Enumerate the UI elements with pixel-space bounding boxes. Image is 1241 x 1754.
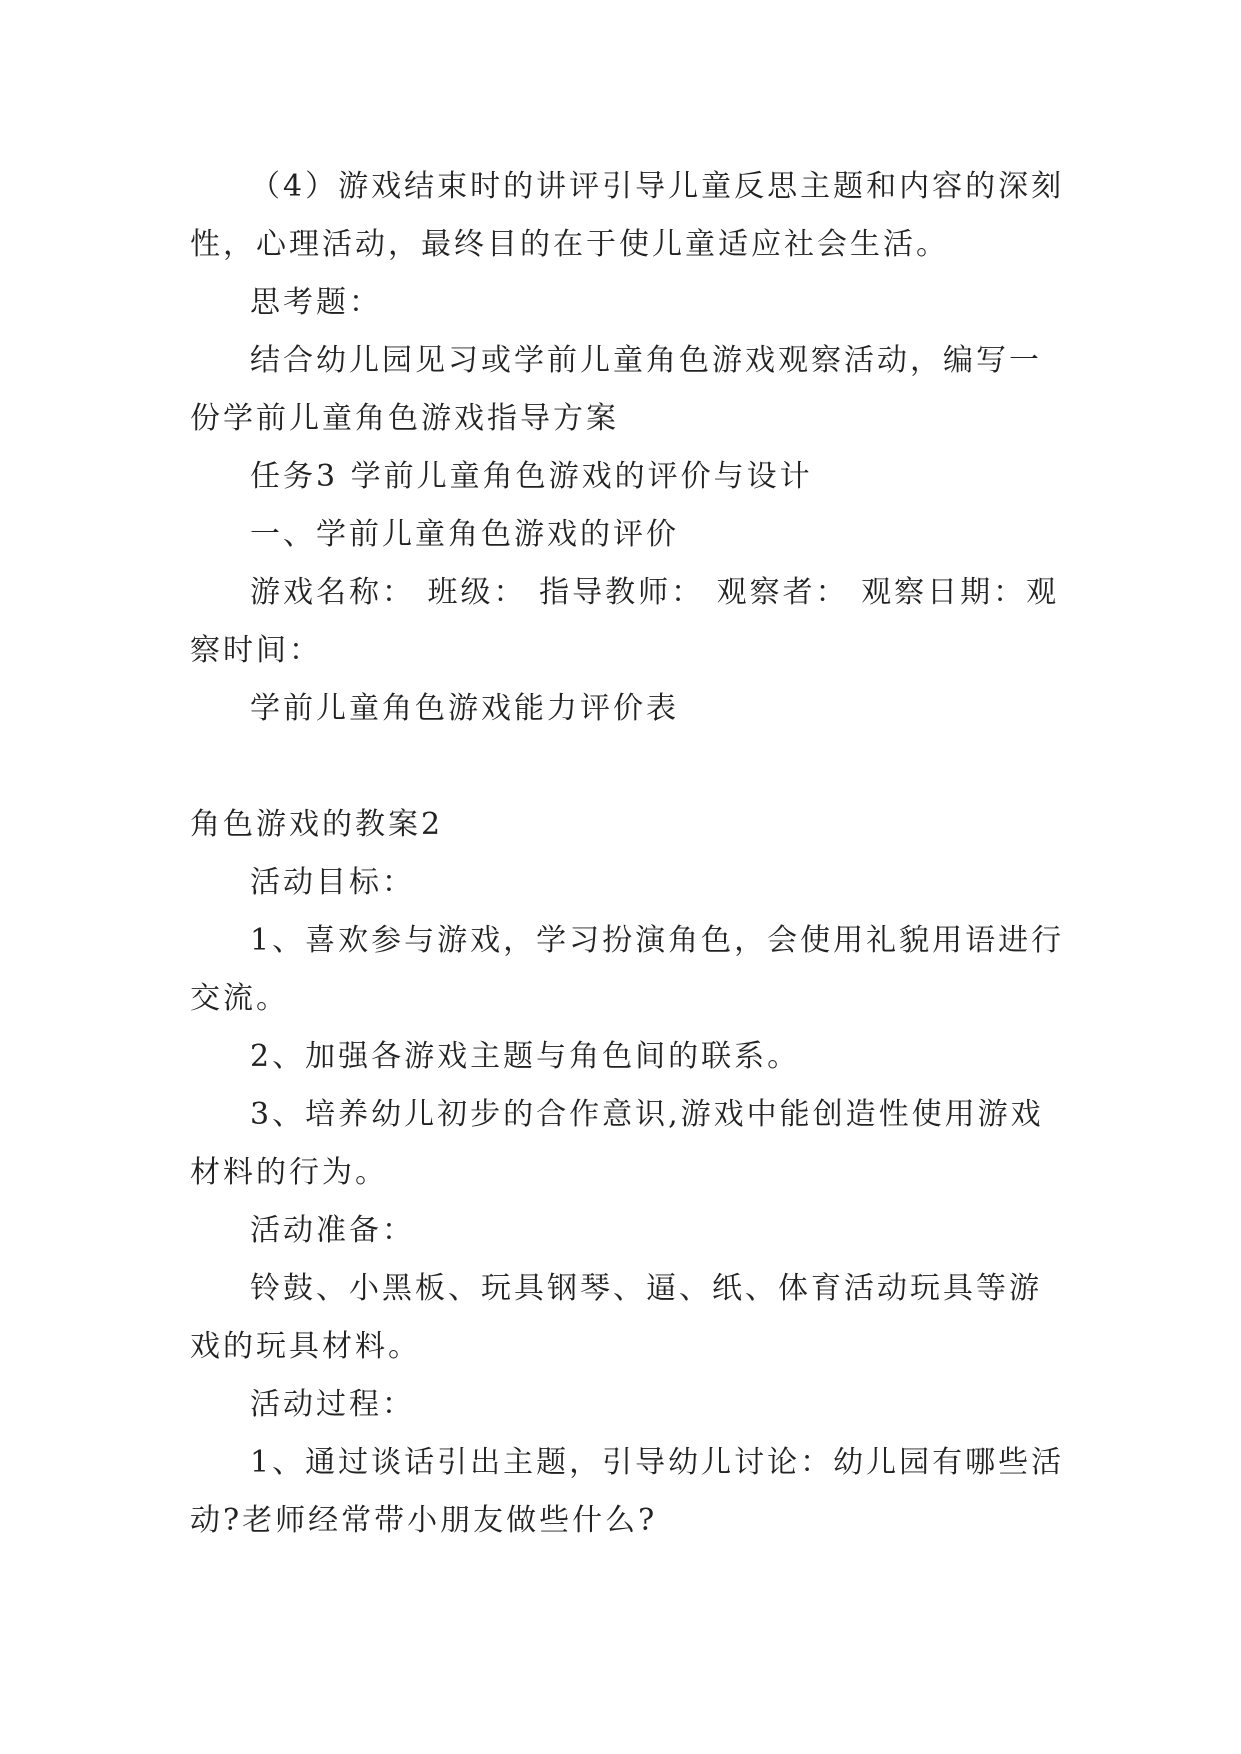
paragraph-preparation-materials: 铃鼓、小黑板、玩具钢琴、逼、纸、体育活动玩具等游戏的玩具材料。 (190, 1271, 1042, 1364)
paragraph-activity-goals-heading: 活动目标： (250, 865, 415, 900)
paragraph-thinking-question-heading: 思考题： (250, 285, 382, 320)
paragraph-goal-3: 3、培养幼儿初步的合作意识,游戏中能创造性使用游戏材料的行为。 (190, 1097, 1044, 1190)
paragraph-thinking-question: 结合幼儿园见习或学前儿童角色游戏观察活动，编写一份学前儿童角色游戏指导方案 (190, 343, 1042, 436)
paragraph-evaluation-table-title: 学前儿童角色游戏能力评价表 (250, 691, 679, 726)
paragraph-spacer (190, 738, 1070, 796)
paragraph-goal-1: 1、喜欢参与游戏，学习扮演角色，会使用礼貌用语进行交流。 (190, 923, 1065, 1016)
paragraph-lesson-plan-title: 角色游戏的教案2 (190, 807, 444, 842)
paragraph-observation-fields: 游戏名称： 班级： 指导教师： 观察者： 观察日期：观察时间： (190, 575, 1060, 668)
paragraph-goal-2: 2、加强各游戏主题与角色间的联系。 (250, 1039, 801, 1074)
paragraph-game-review: （4）游戏结束时的讲评引导儿童反思主题和内容的深刻性，心理活动，最终目的在于使儿童适应社会生活。 (190, 169, 1065, 262)
paragraph-task-3-heading: 任务3 学前儿童角色游戏的评价与设计 (250, 459, 813, 494)
paragraph-process-heading: 活动过程： (250, 1387, 415, 1422)
paragraph-preparation-heading: 活动准备： (250, 1213, 415, 1248)
paragraph-process-step-1: 1、通过谈话引出主题，引导幼儿讨论：幼儿园有哪些活动?老师经常带小朋友做些什么? (190, 1445, 1065, 1538)
paragraph-section-evaluation: 一、学前儿童角色游戏的评价 (250, 517, 679, 552)
document-body (190, 158, 1070, 1550)
